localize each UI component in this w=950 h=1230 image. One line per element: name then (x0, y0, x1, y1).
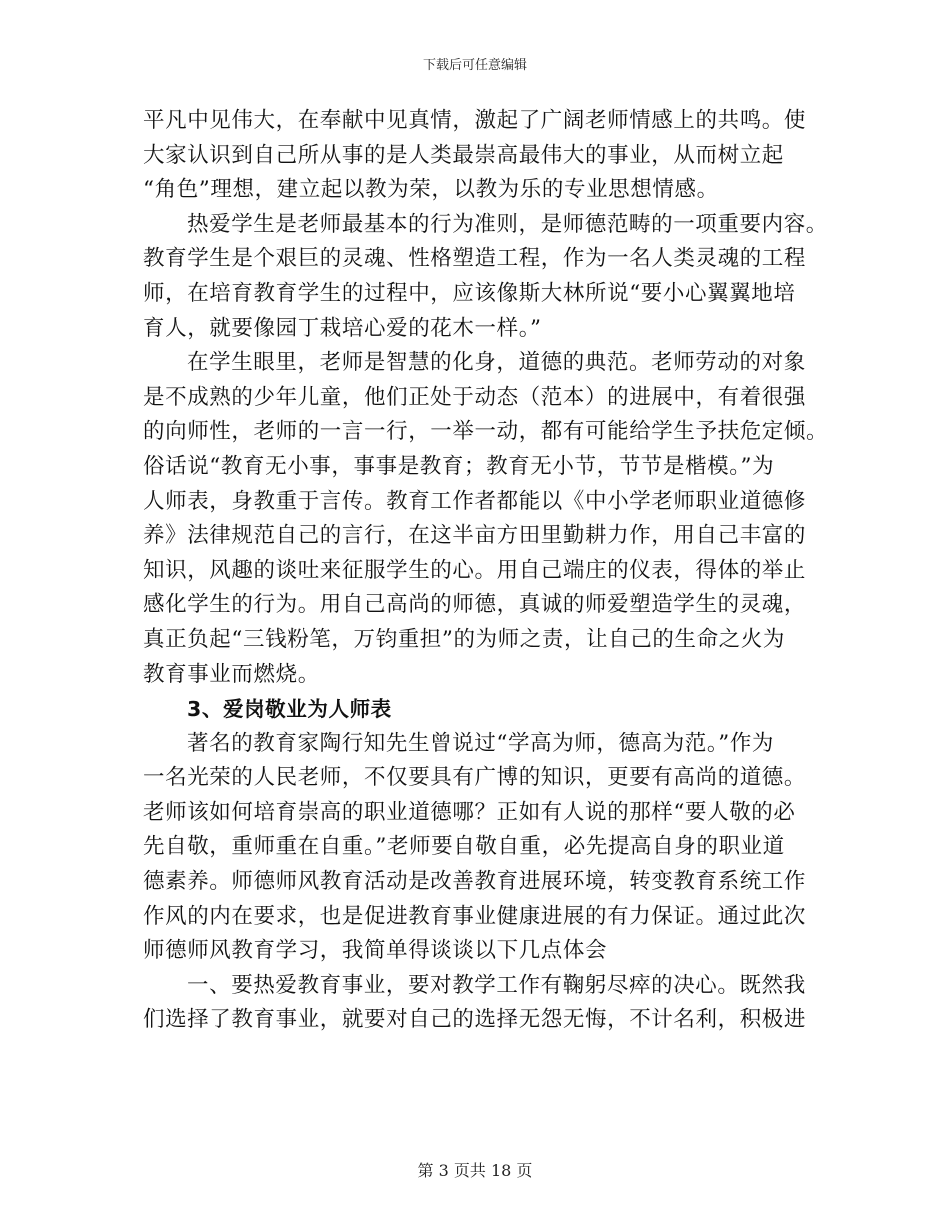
text-line: 一名光荣的人民老师，不仅要具有广博的知识，更要有高尚的道德。 (143, 765, 807, 791)
text-line: 们选择了教育事业，就要对自己的选择无怨无悔，不计名利，积极进 (143, 1007, 807, 1033)
text-line: 是不成熟的少年儿童，他们正处于动态（范本）的进展中，有着很强 (143, 384, 807, 410)
text-line: 作风的内在要求，也是促进教育事业健康进展的有力保证。通过此次 (143, 903, 807, 929)
text-line: 知识，风趣的谈吐来征服学生的心。用自己端庄的仪表，得体的举止 (143, 557, 807, 583)
text-line: 德素养。师德师风教育活动是改善教育进展环境，转变教育系统工作 (143, 869, 807, 895)
text-line: 感化学生的行为。用自己高尚的师德，真诚的师爱塑造学生的灵魂， (143, 592, 807, 618)
text-line: 育人，就要像园丁栽培心爱的花木一样。” (143, 315, 542, 341)
text-line: 师德师风教育学习，我简单得谈谈以下几点体会 (143, 938, 608, 964)
text-line: 大家认识到自己所从事的是人类最崇高最伟大的事业，从而树立起 (143, 142, 784, 168)
text-line: 老师该如何培育崇高的职业道德哪？正如有人说的那样“要人敬的必 (143, 799, 796, 825)
page-footer: 第 3 页共 18 页 (417, 1161, 533, 1180)
text-line: “角色”理想，建立起以教为荣，以教为乐的专业思想情感。 (143, 177, 719, 203)
text-line: 教育事业而燃烧。 (143, 661, 320, 687)
section-heading: 3、爱岗敬业为人师表 (187, 697, 392, 722)
text-line: 教育学生是个艰巨的灵魂、性格塑造工程，作为一名人类灵魂的工程 (143, 246, 807, 272)
paragraph-start-line: 一、要热爱教育事业，要对教学工作有鞠躬尽瘁的决心。既然我 (187, 972, 806, 998)
text-line: 平凡中见伟大，在奉献中见真情，激起了广阔老师情感上的共鸣。使 (143, 108, 807, 133)
text-line: 真正负起“三钱粉笔，万钧重担”的为师之责，让自己的生命之火为 (143, 626, 785, 652)
text-line: 人师表，身教重于言传。教育工作者都能以《中小学老师职业道德修 (143, 488, 807, 514)
text-line: 养》法律规范自己的言行，在这半亩方田里勤耕力作，用自己丰富的 (143, 523, 807, 549)
paragraph-start-line: 在学生眼里，老师是智慧的化身，道德的典范。老师劳动的对象 (187, 350, 806, 376)
paragraph-start-line: 热爱学生是老师最基本的行为准则，是师德范畴的一项重要内容。 (187, 211, 828, 237)
paragraph-start-line: 著名的教育家陶行知先生曾说过“学高为师，德高为范。”作为 (187, 730, 775, 756)
text-line: 俗话说“教育无小事，事事是教育；教育无小节，节节是楷模。”为 (143, 453, 775, 479)
text-line: 的向师性，老师的一言一行，一举一动，都有可能给学生予扶危定倾。 (143, 419, 829, 445)
document-body (143, 104, 829, 1038)
page-header: 下载后可任意编辑 (422, 58, 527, 73)
text-line: 先自敬，重师重在自重。”老师要自敬自重，必先提高自身的职业道 (143, 834, 785, 860)
text-line: 师，在培育教育学生的过程中，应该像斯大林所说“要小心翼翼地培 (143, 280, 796, 306)
